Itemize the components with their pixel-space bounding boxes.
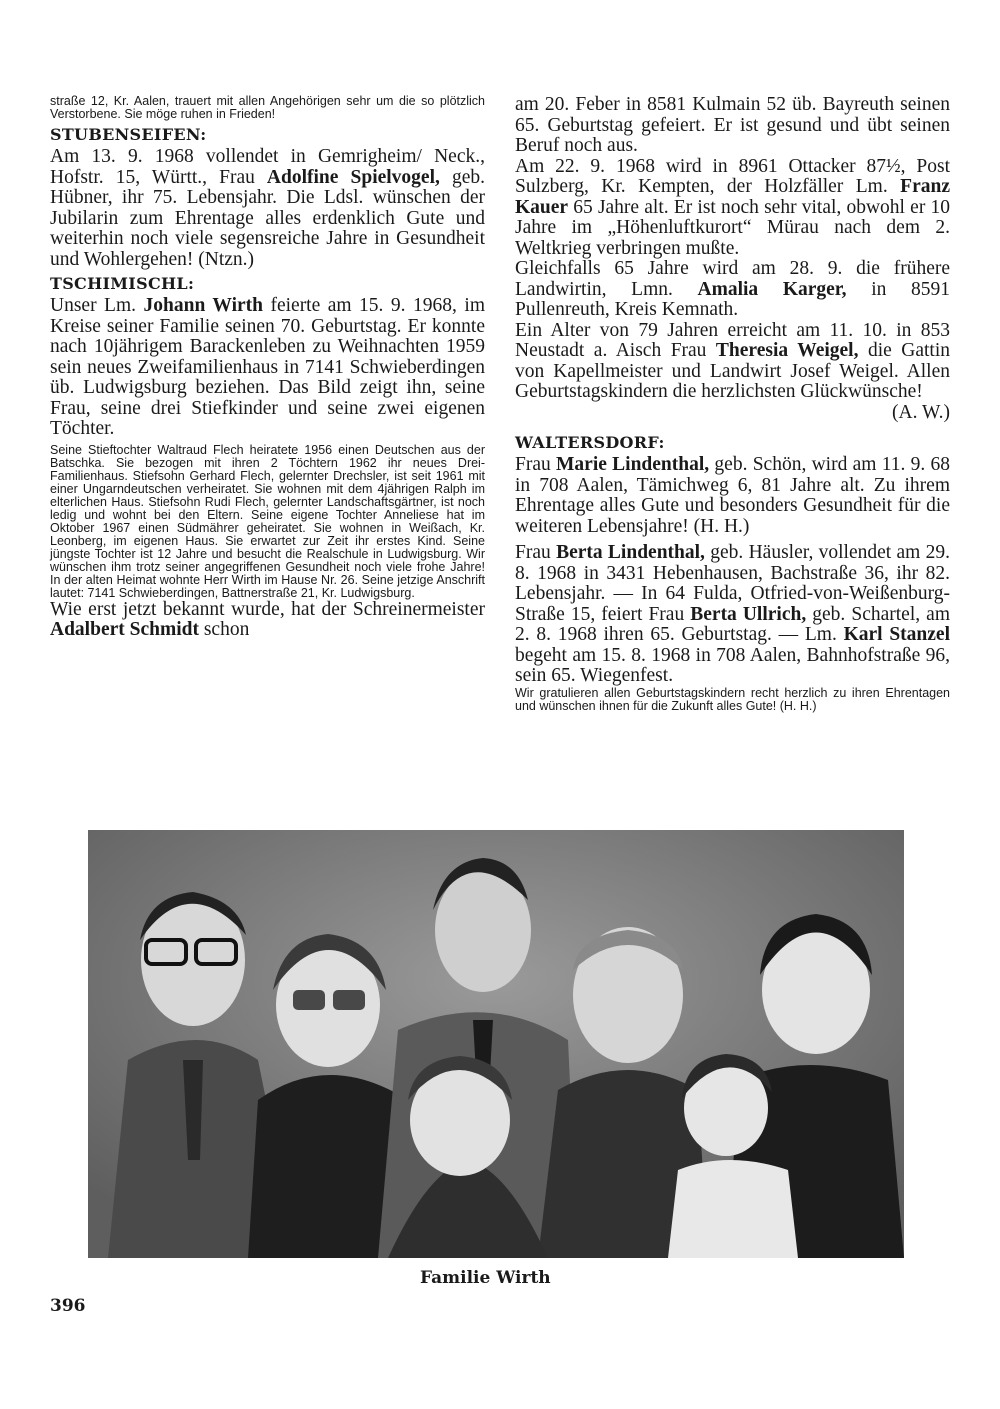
photo-caption: Familie Wirth bbox=[420, 1268, 551, 1288]
paragraph-schmidt: Wie erst jetzt bekannt wurde, hat der Schreinermeister Adalbert Schmidt schon bbox=[50, 598, 485, 640]
paragraph-marie-lindenthal: Frau Marie Lindenthal, geb. Schön, wird am 11. 9. 68 in 708 Aalen, Tämichweg 6, 81 Jahre alt. Zu ihrem Ehrentage alles Gute und besonders Gesundheit für die weiteren Lebensjahre! (H. H.) bbox=[515, 454, 950, 537]
paragraph-berta-lindenthal: Frau Berta Lindenthal, geb. Häusler, vollendet am 29. 8. 1968 in 3431 Hebenhausen, Bachstraße 36, ihr 82. Lebensjahr. — In 64 Fulda, Otfried-von-Weißenburg-Straße 15, feiert Frau Berta Ullrich, geb. Schartel, am 2. 8. 1968 ihren 65. Geburtstag. — Lm. Karl Stanzel begeht am 15. 8. 1968 in 708 Aalen, Bahnhofstraße 96, sein 65. Wiegenfest. bbox=[515, 542, 951, 686]
paragraph-spielvogel: Am 13. 9. 1968 vollendet in Gemrigheim/ Neck., Hofstr. 15, Württ., Frau Adolfine Spielvogel, geb. Hübner, ihr 75. Lebensjahr. Die Ldsl. wünschen der Jubilarin zum Ehrentage alles erdenklich Gute und weiterhin noch viele segensreiche Jahre in Gesundheit und Wohlergehen! (Ntzn.) bbox=[50, 146, 485, 270]
paragraph-karger: Gleichfalls 65 Jahre wird am 28. 9. die frühere Landwirtin, Lmn. Amalia Karger, in 8591 Pullenreuth, Kreis Kemnath. bbox=[515, 258, 950, 320]
page-number: 396 bbox=[50, 1296, 86, 1316]
paragraph-weigel: Ein Alter von 79 Jahren erreicht am 11. 10. in 853 Neustadt a. Aisch Frau Theresia Weigel, die Gattin von Kapellmeister und Landwirt Josef Weigel. Allen Geburtstagskindern die herzlichsten Glückwünsche! bbox=[515, 319, 950, 402]
right-column bbox=[515, 95, 950, 713]
closing-greeting: Wir gratulieren allen Geburtstagskindern recht herzlich zu ihren Ehrentagen und wünschen ihnen für die Zukunft alles Gute! (H. H.) bbox=[515, 685, 950, 713]
paragraph-wirth: Unser Lm. Johann Wirth feierte am 15. 9. 1968, im Kreise seiner Familie seinen 70. Geburtstag. Er konnte nach 10jährigem Barackenleben zu Weihnachten 1959 sein neues Zweifamilienhaus in 7141 Schwieberdingen üb. Ludwigsburg beziehen. Das Bild zeigt ihn, seine Frau, seine drei Stiefkinder und seine zwei eigenen Töchter. bbox=[50, 295, 485, 439]
heading-waltersdorf: WALTERSDORF: bbox=[515, 433, 665, 452]
heading-stubenseifen: STUBENSEIFEN: bbox=[50, 125, 207, 144]
left-column bbox=[50, 95, 485, 641]
intro-text: straße 12, Kr. Aalen, trauert mit allen Angehörigen sehr um die so plötzlich Verstorbene. Sie möge ruhen in Frieden! bbox=[50, 94, 485, 121]
paragraph-kulmain: am 20. Feber in 8581 Kulmain 52 üb. Bayreuth seinen 65. Geburtstag gefeiert. Er ist gesund und übt seinen Beruf noch aus. bbox=[515, 94, 950, 156]
signature-aw: (A. W.) bbox=[892, 401, 950, 423]
heading-tschimischl: TSCHIMISCHL: bbox=[50, 274, 195, 293]
paragraph-kauer: Am 22. 9. 1968 wird in 8961 Ottacker 87½, Post Sulzberg, Kr. Kempten, der Holzfäller Lm. Franz Kauer 65 Jahre alt. Er ist noch sehr vital, obwohl er 10 Jahre im „Höhenluftkurort“ Mürau nach dem 2. Weltkrieg verbringen mußte. bbox=[515, 155, 950, 259]
family-photo-illustration bbox=[88, 830, 904, 1258]
wirth-details: Seine Stieftochter Waltraud Flech heiratete 1956 einen Deutschen aus der Batschka. Sie bezogen mit ihren 2 Töchtern 1962 ihr neues Drei-Familienhaus. Stiefsohn Gerhard Flech, gelernter Drechsler, ist seit 1961 mit einer Ungarndeutschen verheiratet. Sie wohnen mit dem 4jährigen Ralph im elterlichen Haus. Stiefsohn Rudi Flech, gelernter Landschaftsgärtner, ist noch ledig und wohnt bei den Eltern. Seine eigene Tochter Anneliese hat im Oktober 1967 einen Südmährer geheiratet. Sie wohnen in Weißach, Kr. Leonberg, im eigenen Haus. Sie erwartet zur Zeit ihr erstes Kind. Seine jüngste Tochter ist 12 Jahre und besucht die Realschule in Ludwigsburg. Wir wünschen ihm trotz seiner angegriffenen Gesundheit noch viele frohe Jahre! In der alten Heimat wohnte Herr Wirth im Hause Nr. 26. Seine jetzige Anschrift lautet: 7141 Schwieberdingen, Battnerstraße 21, Kr. Ludwigsburg. bbox=[50, 442, 485, 600]
family-photo bbox=[88, 830, 904, 1258]
